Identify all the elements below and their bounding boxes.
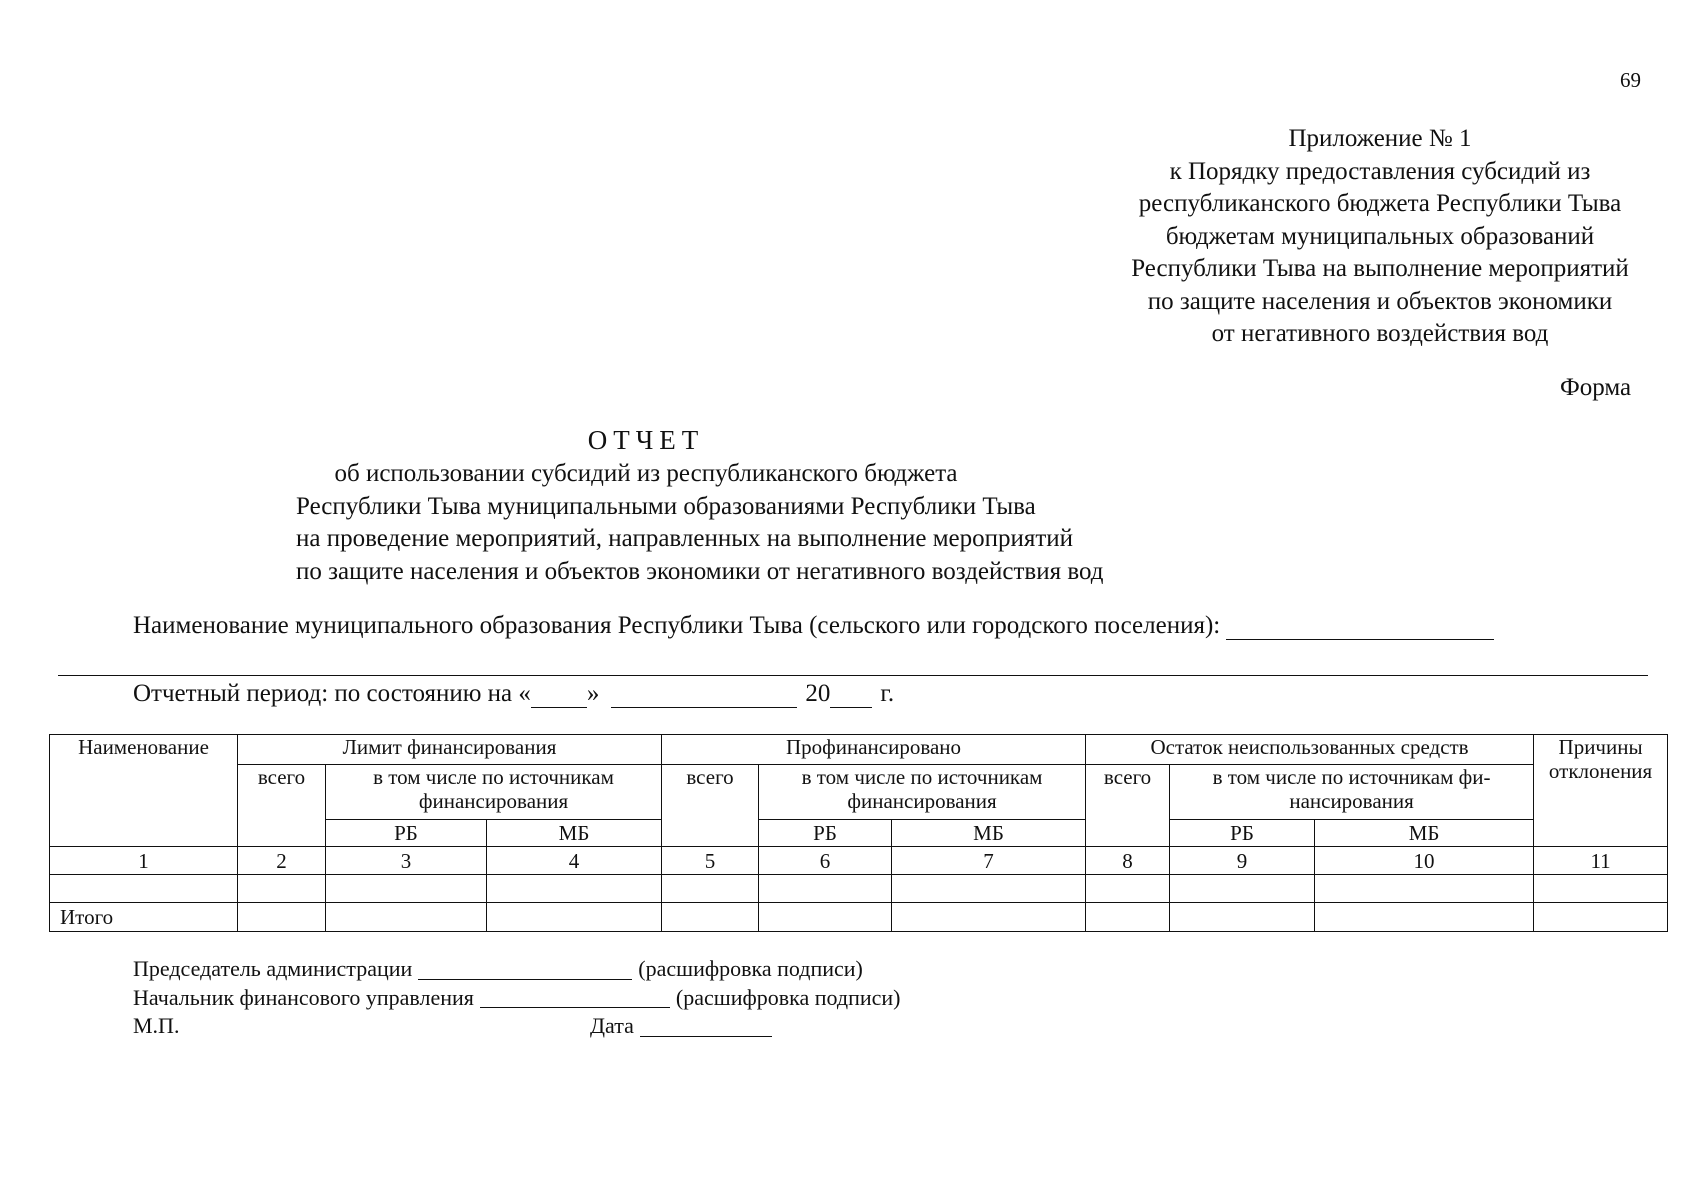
table-cell[interactable] [1534,903,1668,932]
column-number: 3 [326,847,487,875]
column-numbers-row [50,847,1668,875]
column-number: 9 [1170,847,1315,875]
table-cell[interactable] [1086,875,1170,903]
period-year-suffix: г. [880,680,895,707]
header-remainder-rb: РБ [1170,820,1315,847]
column-number: 2 [238,847,326,875]
header-financed-total: всего [662,765,759,847]
stamp-date-row [133,1012,900,1041]
header-financed-mb: МБ [892,820,1086,847]
period-month-blank[interactable] [611,681,797,708]
total-row [50,903,1668,932]
report-subtitle-line: Республики Тыва муниципальными образованиями Республики Тыва [296,492,1036,520]
table-cell[interactable] [759,903,892,932]
chairman-label: Председатель администрации [133,956,413,981]
finance-head-decode: (расшифровка подписи) [675,984,901,1010]
table-cell[interactable] [662,903,759,932]
header-limit-sources: в том числе по источникам финансирования [326,765,662,820]
finance-head-signature-blank[interactable] [480,987,670,1008]
table-cell[interactable] [1086,903,1170,932]
appendix-block [1060,123,1697,351]
table-cell[interactable] [487,875,662,903]
municipality-blank[interactable] [1226,613,1494,640]
form-label: Форма [1560,374,1632,401]
signature-block [133,955,900,1041]
appendix-line: бюджетам муниципальных образований [1165,222,1595,250]
finance-head-label: Начальник финансового управления [133,984,474,1010]
stamp-label: М.П. [133,1013,180,1038]
report-subtitle-line: по защите населения и объектов экономики от негативного воздействия вод [296,557,1104,585]
table-cell[interactable] [662,875,759,903]
header-remainder: Остаток неиспользованных средств [1086,735,1534,765]
table-cell[interactable] [487,903,662,932]
report-subtitle-line: на проведение мероприятий, направленных на выполнение мероприятий [296,525,1074,552]
period-line [133,680,894,708]
report-table [49,734,1668,932]
table-cell[interactable] [1534,875,1668,903]
table-cell[interactable] [1315,875,1534,903]
column-number: 1 [50,847,238,875]
column-number: 11 [1534,847,1668,875]
appendix-line: по защите населения и объектов экономики [1147,287,1613,315]
header-financed-sources: в том числе по источникам финансирования [759,765,1086,820]
header-financed: Профинансировано [662,735,1086,765]
chairman-decode: (расшифровка подписи) [638,956,863,981]
table-cell[interactable] [326,875,487,903]
header-remainder-total: всего [1086,765,1170,847]
period-year-blank[interactable] [830,681,872,708]
table-cell[interactable] [1170,875,1315,903]
table-cell[interactable] [1170,903,1315,932]
finance-head-row [133,984,900,1013]
period-day-blank[interactable] [531,681,587,708]
column-number: 6 [759,847,892,875]
header-limit: Лимит финансирования [238,735,662,765]
column-number: 10 [1315,847,1534,875]
municipality-line [133,612,1494,640]
header-remainder-mb: МБ [1315,820,1534,847]
column-number: 4 [487,847,662,875]
header-financed-rb: РБ [759,820,892,847]
header-limit-rb: РБ [326,820,487,847]
table-cell[interactable] [759,875,892,903]
column-number: 7 [892,847,1086,875]
report-subtitle [296,458,1104,588]
total-label: Итого [50,903,238,932]
appendix-line: к Порядку предоставления субсидий из [1169,157,1591,185]
municipality-blank-continued[interactable] [58,675,1648,676]
table-cell[interactable] [326,903,487,932]
report-subtitle-line: об использовании субсидий из республиканского бюджета [334,460,958,487]
municipality-label: Наименование муниципального образования Республики Тыва (сельского или городского поселения): [133,612,1221,639]
report-title: ОТЧЕТ [587,425,705,455]
column-number: 8 [1086,847,1170,875]
date-blank[interactable] [640,1016,772,1037]
appendix-line: Приложение № 1 [1288,125,1472,152]
page-number: 69 [1620,68,1641,92]
appendix-line: республиканского бюджета Республики Тыва [1138,190,1622,217]
table-cell[interactable] [238,903,326,932]
header-limit-mb: МБ [487,820,662,847]
period-quote-close: » [586,680,600,707]
table-cell[interactable] [892,903,1086,932]
table-cell[interactable] [892,875,1086,903]
header-remainder-sources: в том числе по источникам фи-нансирования [1170,765,1534,820]
appendix-line: Республики Тыва на выполнение мероприятий [1131,255,1629,282]
appendix-line: от негативного воздействия вод [1211,320,1549,347]
chairman-row [133,955,900,984]
table-cell[interactable] [238,875,326,903]
period-year-prefix: 20 [805,680,831,707]
header-reasons: Причины отклонения [1534,735,1668,847]
table-cell[interactable] [50,875,238,903]
column-number: 5 [662,847,759,875]
date-label: Дата [590,1013,634,1038]
header-limit-total: всего [238,765,326,847]
table-cell[interactable] [1315,903,1534,932]
chairman-signature-blank[interactable] [418,959,632,980]
period-label: Отчетный период: по состоянию на « [133,680,531,707]
header-name: Наименование [50,735,238,847]
table-row [50,875,1668,903]
